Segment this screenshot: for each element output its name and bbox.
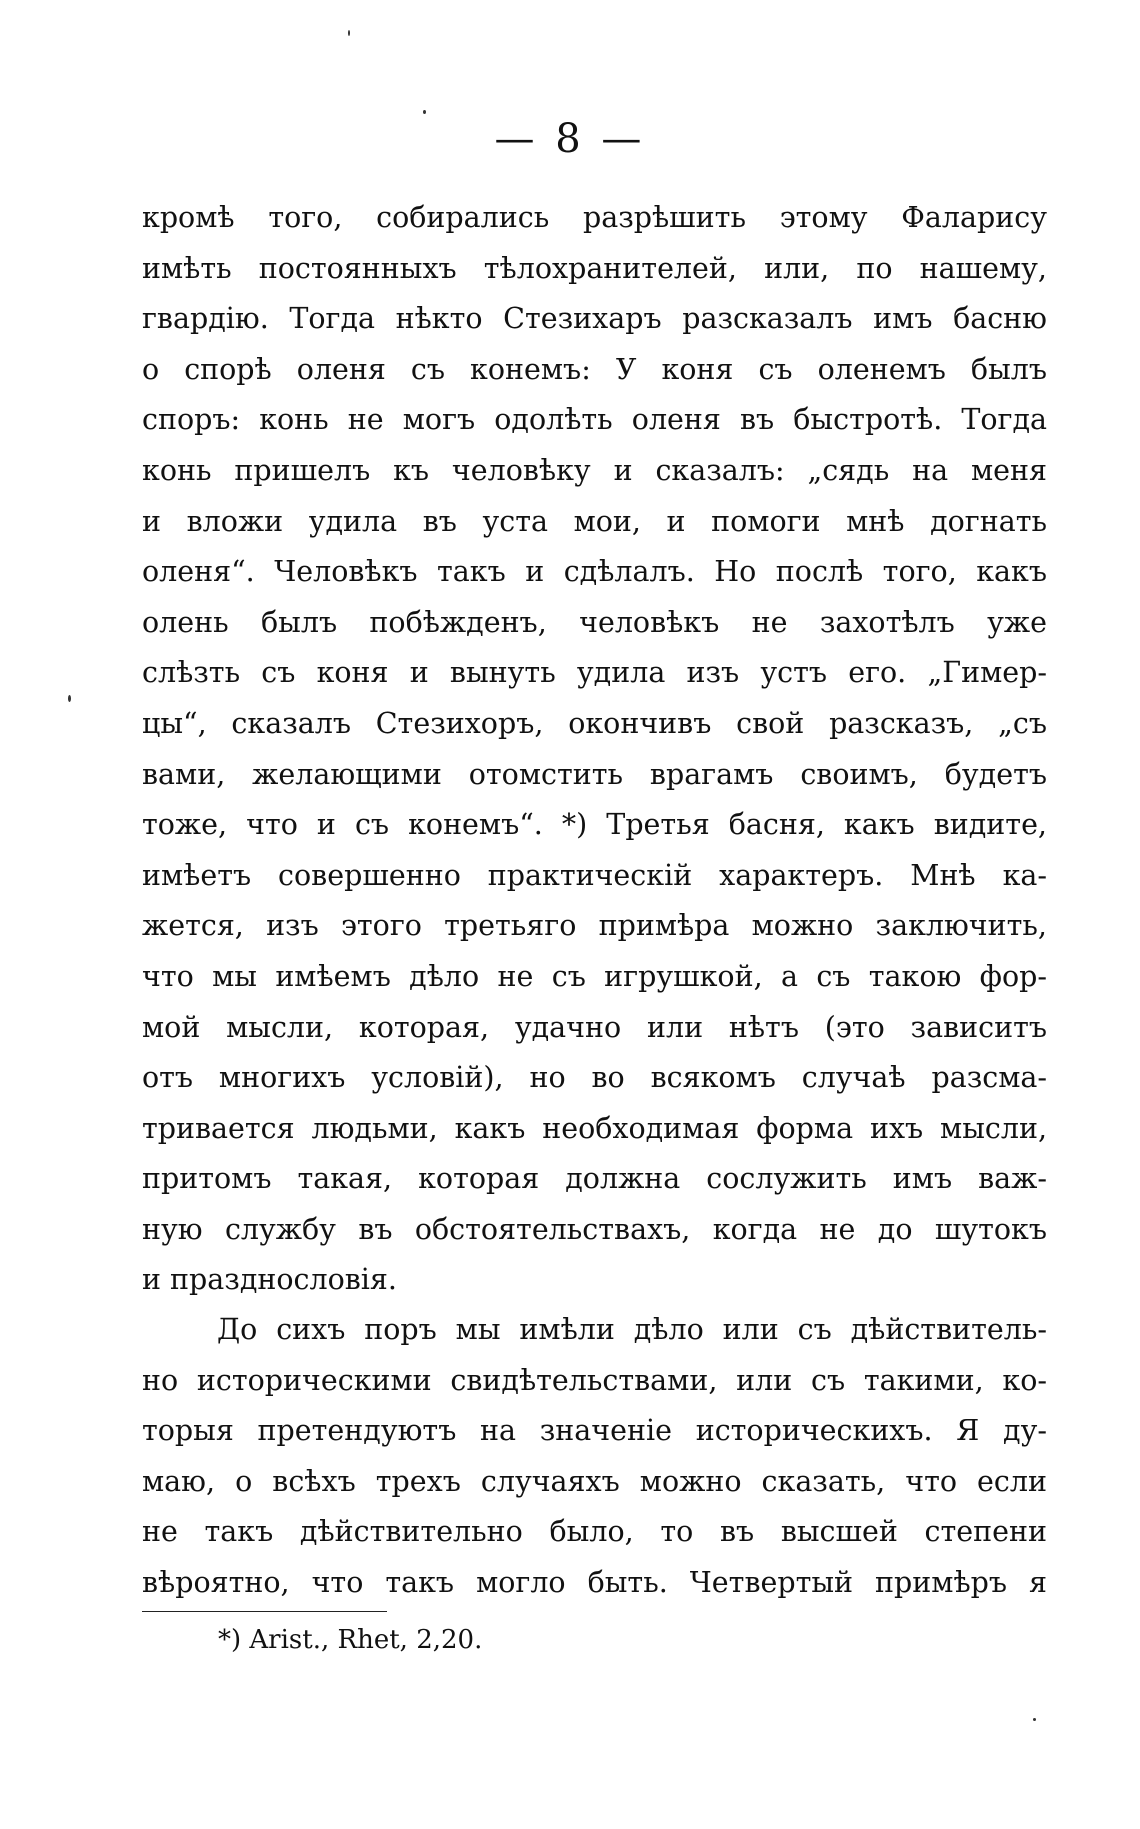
- text-line: тоже, что и съ конемъ“. *) Третья басня, какъ видите,: [142, 808, 1047, 842]
- text-line: притомъ такая, которая должна сослужить имъ важ-: [142, 1162, 1047, 1196]
- text-line: слѣзть съ коня и вынуть удила изъ устъ его. „Гимер-: [142, 656, 1047, 690]
- text-line: имѣть постоянныхъ тѣлохранителей, или, по нашему,: [142, 251, 1047, 285]
- text-line: ную службу въ обстоятельствахъ, когда не до шутокъ: [142, 1212, 1047, 1246]
- text-line: и празднословія.: [142, 1263, 397, 1297]
- text-line: не такъ дѣйствительно было, то въ высшей степени: [142, 1515, 1047, 1549]
- text-line: кромѣ того, собирались разрѣшить этому Фаларису: [142, 201, 1047, 234]
- text-line: гвардію. Тогда нѣкто Стезихаръ разсказалъ имъ басню: [142, 302, 1047, 336]
- text-line: имѣетъ совершенно практическій характеръ. Мнѣ ка-: [142, 858, 1047, 892]
- page-number: — 8 —: [494, 116, 646, 162]
- text-line: олень былъ побѣжденъ, человѣкъ не захотѣлъ уже: [142, 605, 1047, 639]
- text-line: оленя“. Человѣкъ такъ и сдѣлалъ. Но послѣ того, какъ: [142, 555, 1047, 589]
- text-line: тривается людьми, какъ необходимая форма ихъ мысли,: [142, 1111, 1047, 1145]
- text-line: До сихъ поръ мы имѣли дѣло или съ дѣйствитель-: [217, 1313, 1047, 1346]
- text-line: маю, о всѣхъ трехъ случаяхъ можно сказать, что если: [142, 1464, 1047, 1498]
- print-speck: [348, 30, 350, 36]
- text-line: вами, желающими отомстить врагамъ своимъ, будетъ: [142, 757, 1047, 791]
- footnote-divider: [142, 1611, 387, 1612]
- text-line: жется, изъ этого третьяго примѣра можно заключить,: [142, 909, 1047, 943]
- text-line: цы“, сказалъ Стезихоръ, окончивъ свой разсказъ, „съ: [142, 706, 1047, 740]
- print-speck: [423, 110, 426, 114]
- print-speck: [1033, 1718, 1036, 1721]
- text-line: что мы имѣемъ дѣло не съ игрушкой, а съ такою фор-: [142, 959, 1047, 993]
- paragraph-1: [142, 193, 1047, 1306]
- footnote: *) Arist., Rhet, 2,20.: [218, 1625, 483, 1655]
- text-line: торыя претендуютъ на значеніе историческихъ. Я ду-: [142, 1414, 1047, 1448]
- paragraph-2: [142, 1305, 1047, 1609]
- text-line: но историческими свидѣтельствами, или съ такими, ко-: [142, 1363, 1047, 1397]
- text-line: и вложи удила въ уста мои, и помоги мнѣ догнать: [142, 504, 1047, 538]
- text-line: споръ: конь не могъ одолѣть оленя въ быстротѣ. Тогда: [142, 403, 1047, 437]
- text-line: о спорѣ оленя съ конемъ: У коня съ оленемъ былъ: [142, 352, 1047, 386]
- text-line: отъ многихъ условій), но во всякомъ случаѣ разсма-: [142, 1061, 1047, 1095]
- text-line: мой мысли, которая, удачно или нѣтъ (это зависитъ: [142, 1010, 1047, 1044]
- print-speck: [68, 695, 71, 702]
- text-line: вѣроятно, что такъ могло быть. Четвертый примѣръ я: [142, 1565, 1047, 1599]
- text-line: конь пришелъ къ человѣку и сказалъ: „сядь на меня: [142, 453, 1047, 487]
